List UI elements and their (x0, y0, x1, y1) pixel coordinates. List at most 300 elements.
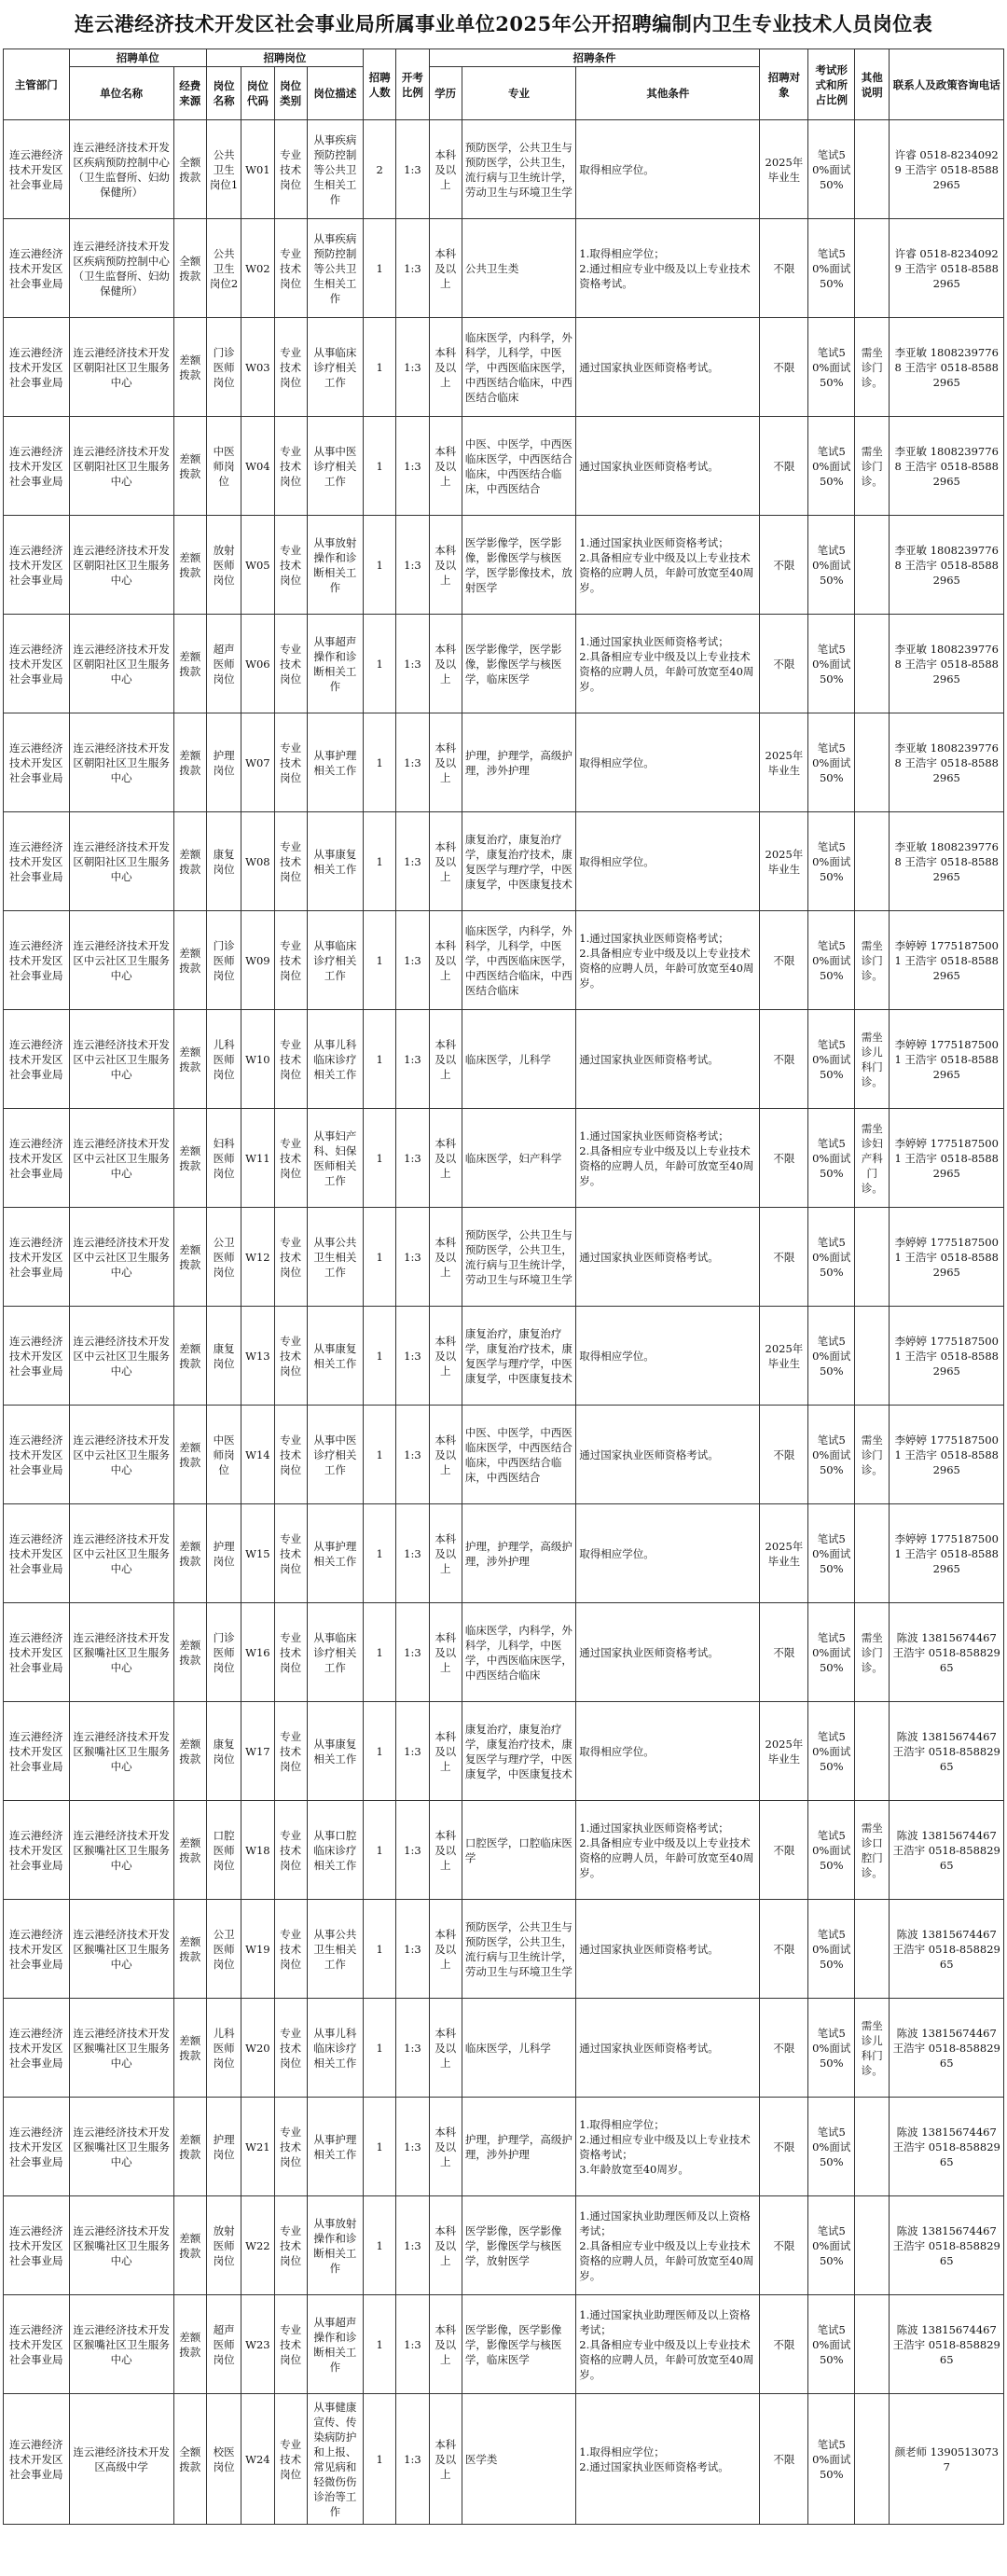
cell-note (855, 812, 890, 911)
header-cond-group: 招聘条件 (429, 49, 760, 67)
cell-edu: 本科及以上 (429, 1702, 462, 1801)
cell-post-type: 专业技术岗位 (274, 2295, 307, 2394)
header-major: 专业 (462, 67, 575, 120)
cell-ratio: 1:3 (396, 1504, 429, 1603)
cell-ratio: 1:3 (396, 1010, 429, 1109)
table-row (4, 1801, 1004, 1900)
cell-post-code: W09 (241, 911, 274, 1010)
cell-count: 1 (363, 1406, 395, 1504)
cell-funding: 差额拨款 (173, 2196, 206, 2295)
cell-unit-name: 连云港经济技术开发区猴嘴社区卫生服务中心 (69, 1702, 173, 1801)
cell-post-type: 专业技术岗位 (274, 713, 307, 812)
cell-major: 临床医学，内科学，外科学，儿科学，中医学，中西医临床医学，中西医结合临床，中西医结合临床 (462, 911, 575, 1010)
cell-target: 不限 (760, 1801, 808, 1900)
cell-other: 1.取得相应学位； 2.通过相应专业中级及以上专业技术资格考试。 (576, 219, 760, 318)
cell-dept: 连云港经济技术开发区社会事业局 (4, 1406, 70, 1504)
cell-post-desc: 从事康复相关工作 (307, 1702, 363, 1801)
cell-exam: 笔试50%面试50% (808, 812, 855, 911)
cell-post-name: 公共卫生岗位2 (206, 219, 241, 318)
cell-funding: 差额拨款 (173, 911, 206, 1010)
header-post-type: 岗位类别 (274, 67, 307, 120)
cell-unit-name: 连云港经济技术开发区朝阳社区卫生服务中心 (69, 713, 173, 812)
cell-post-code: W04 (241, 417, 274, 516)
cell-other: 1.通过国家执业医师资格考试； 2.具备相应专业中级及以上专业技术资格的应聘人员，年龄可放宽至40周岁。 (576, 1109, 760, 1208)
table-row (4, 516, 1004, 615)
cell-contact: 李婷婷 17751875001 王浩宇 0518-85882965 (890, 1406, 1004, 1504)
cell-post-name: 放射医师岗位 (206, 516, 241, 615)
cell-post-code: W19 (241, 1900, 274, 1999)
cell-contact: 李亚敏 18082397768 王浩宇 0518-85882965 (890, 516, 1004, 615)
cell-post-code: W11 (241, 1109, 274, 1208)
cell-edu: 本科及以上 (429, 516, 462, 615)
cell-note: 需坐诊儿科门诊。 (855, 1010, 890, 1109)
cell-exam: 笔试50%面试50% (808, 1702, 855, 1801)
cell-major: 康复治疗，康复治疗学，康复治疗技术，康复医学与理疗学，中医康复学，中医康复技术 (462, 812, 575, 911)
cell-post-desc: 从事中医诊疗相关工作 (307, 1406, 363, 1504)
cell-note: 需坐诊口腔门诊。 (855, 1801, 890, 1900)
cell-funding: 差额拨款 (173, 1010, 206, 1109)
table-row (4, 911, 1004, 1010)
cell-dept: 连云港经济技术开发区社会事业局 (4, 1208, 70, 1307)
cell-post-type: 专业技术岗位 (274, 1603, 307, 1702)
cell-ratio: 1:3 (396, 615, 429, 713)
cell-post-type: 专业技术岗位 (274, 1999, 307, 2098)
cell-exam: 笔试50%面试50% (808, 417, 855, 516)
table-row (4, 1010, 1004, 1109)
cell-funding: 全额拨款 (173, 120, 206, 219)
cell-ratio: 1:3 (396, 219, 429, 318)
header-dept: 主管部门 (4, 49, 70, 120)
cell-major: 预防医学，公共卫生与预防医学，公共卫生，流行病与卫生统计学，劳动卫生与环境卫生学 (462, 120, 575, 219)
cell-unit-name: 连云港经济技术开发区中云社区卫生服务中心 (69, 911, 173, 1010)
cell-exam: 笔试50%面试50% (808, 219, 855, 318)
cell-ratio: 1:3 (396, 2098, 429, 2196)
cell-edu: 本科及以上 (429, 1010, 462, 1109)
cell-post-code: W02 (241, 219, 274, 318)
cell-post-type: 专业技术岗位 (274, 911, 307, 1010)
cell-target: 不限 (760, 219, 808, 318)
cell-funding: 差额拨款 (173, 1900, 206, 1999)
cell-post-code: W23 (241, 2295, 274, 2394)
cell-exam: 笔试50%面试50% (808, 1999, 855, 2098)
cell-post-code: W14 (241, 1406, 274, 1504)
cell-post-desc: 从事口腔临床诊疗相关工作 (307, 1801, 363, 1900)
cell-funding: 差额拨款 (173, 2098, 206, 2196)
cell-note: 需坐诊门诊。 (855, 318, 890, 417)
cell-post-type: 专业技术岗位 (274, 219, 307, 318)
cell-exam: 笔试50%面试50% (808, 2394, 855, 2525)
cell-other: 1.通过国家执业医师资格考试； 2.具备相应专业中级及以上专业技术资格的应聘人员，年龄可放宽至40周岁。 (576, 1801, 760, 1900)
cell-post-desc: 从事儿科临床诊疗相关工作 (307, 1010, 363, 1109)
table-row (4, 1999, 1004, 2098)
header-exam: 考试形式和所占比例 (808, 49, 855, 120)
cell-funding: 差额拨款 (173, 713, 206, 812)
cell-post-code: W20 (241, 1999, 274, 2098)
cell-funding: 差额拨款 (173, 2295, 206, 2394)
cell-target: 2025年毕业生 (760, 812, 808, 911)
cell-post-code: W12 (241, 1208, 274, 1307)
cell-exam: 笔试50%面试50% (808, 713, 855, 812)
cell-count: 1 (363, 219, 395, 318)
cell-note (855, 219, 890, 318)
cell-edu: 本科及以上 (429, 120, 462, 219)
cell-ratio: 1:3 (396, 911, 429, 1010)
table-row (4, 417, 1004, 516)
cell-dept: 连云港经济技术开发区社会事业局 (4, 1999, 70, 2098)
cell-major: 口腔医学，口腔临床医学 (462, 1801, 575, 1900)
cell-major: 护理，护理学，高级护理，涉外护理 (462, 2098, 575, 2196)
cell-post-code: W13 (241, 1307, 274, 1406)
cell-funding: 差额拨款 (173, 1603, 206, 1702)
cell-post-name: 门诊医师岗位 (206, 911, 241, 1010)
header-funding: 经费来源 (173, 67, 206, 120)
cell-other: 1.通过国家执业医师资格考试； 2.具备相应专业中级及以上专业技术资格的应聘人员，年龄可放宽至40周岁。 (576, 516, 760, 615)
cell-target: 不限 (760, 2098, 808, 2196)
cell-other: 通过国家执业医师资格考试。 (576, 1010, 760, 1109)
cell-post-type: 专业技术岗位 (274, 2394, 307, 2525)
cell-other: 取得相应学位。 (576, 1702, 760, 1801)
cell-dept: 连云港经济技术开发区社会事业局 (4, 1109, 70, 1208)
cell-major: 康复治疗，康复治疗学，康复治疗技术，康复医学与理疗学，中医康复学，中医康复技术 (462, 1702, 575, 1801)
table-row (4, 2098, 1004, 2196)
cell-contact: 陈波 13815674467 王浩宇 0518-85882965 (890, 1801, 1004, 1900)
table-row (4, 2295, 1004, 2394)
cell-other: 通过国家执业医师资格考试。 (576, 1603, 760, 1702)
cell-post-name: 中医师岗位 (206, 1406, 241, 1504)
cell-other: 取得相应学位。 (576, 713, 760, 812)
cell-target: 不限 (760, 1900, 808, 1999)
cell-other: 通过国家执业医师资格考试。 (576, 318, 760, 417)
cell-post-code: W22 (241, 2196, 274, 2295)
cell-post-name: 妇科医师岗位 (206, 1109, 241, 1208)
cell-unit-name: 连云港经济技术开发区疾病预防控制中心（卫生监督所、妇幼保健所） (69, 219, 173, 318)
cell-major: 中医、中医学，中西医临床医学，中西医结合临床，中西医结合临床，中西医结合 (462, 1406, 575, 1504)
cell-ratio: 1:3 (396, 812, 429, 911)
cell-edu: 本科及以上 (429, 2196, 462, 2295)
cell-note: 需坐诊门诊。 (855, 417, 890, 516)
cell-post-type: 专业技术岗位 (274, 615, 307, 713)
cell-post-name: 中医师岗位 (206, 417, 241, 516)
cell-post-desc: 从事放射操作和诊断相关工作 (307, 2196, 363, 2295)
cell-exam: 笔试50%面试50% (808, 516, 855, 615)
cell-exam: 笔试50%面试50% (808, 1603, 855, 1702)
cell-post-code: W08 (241, 812, 274, 911)
cell-funding: 差额拨款 (173, 1307, 206, 1406)
cell-ratio: 1:3 (396, 1109, 429, 1208)
cell-major: 医学影像，医学影像学，影像医学与核医学，放射医学 (462, 2196, 575, 2295)
cell-contact: 颜老师 13905130737 (890, 2394, 1004, 2525)
cell-post-desc: 从事康复相关工作 (307, 1307, 363, 1406)
table-row (4, 1603, 1004, 1702)
cell-unit-name: 连云港经济技术开发区朝阳社区卫生服务中心 (69, 417, 173, 516)
cell-dept: 连云港经济技术开发区社会事业局 (4, 1504, 70, 1603)
cell-post-code: W03 (241, 318, 274, 417)
cell-major: 临床医学，儿科学 (462, 1010, 575, 1109)
cell-ratio: 1:3 (396, 1999, 429, 2098)
cell-funding: 差额拨款 (173, 1406, 206, 1504)
cell-target: 不限 (760, 318, 808, 417)
cell-funding: 全额拨款 (173, 2394, 206, 2525)
cell-other: 取得相应学位。 (576, 1307, 760, 1406)
cell-dept: 连云港经济技术开发区社会事业局 (4, 615, 70, 713)
cell-target: 不限 (760, 2196, 808, 2295)
cell-exam: 笔试50%面试50% (808, 1900, 855, 1999)
cell-count: 1 (363, 516, 395, 615)
cell-ratio: 1:3 (396, 2394, 429, 2525)
table-body (4, 120, 1004, 2525)
cell-unit-name: 连云港经济技术开发区疾病预防控制中心（卫生监督所、妇幼保健所） (69, 120, 173, 219)
cell-unit-name: 连云港经济技术开发区猴嘴社区卫生服务中心 (69, 2098, 173, 2196)
cell-note (855, 713, 890, 812)
cell-count: 1 (363, 1109, 395, 1208)
cell-major: 预防医学，公共卫生与预防医学，公共卫生，流行病与卫生统计学，劳动卫生与环境卫生学 (462, 1900, 575, 1999)
cell-post-type: 专业技术岗位 (274, 1702, 307, 1801)
cell-edu: 本科及以上 (429, 417, 462, 516)
cell-count: 2 (363, 120, 395, 219)
cell-post-type: 专业技术岗位 (274, 2098, 307, 2196)
cell-contact: 许睿 0518-82340929 王浩宇 0518-85882965 (890, 120, 1004, 219)
cell-post-type: 专业技术岗位 (274, 1307, 307, 1406)
cell-dept: 连云港经济技术开发区社会事业局 (4, 120, 70, 219)
cell-ratio: 1:3 (396, 1603, 429, 1702)
cell-major: 护理，护理学，高级护理，涉外护理 (462, 713, 575, 812)
cell-exam: 笔试50%面试50% (808, 318, 855, 417)
cell-edu: 本科及以上 (429, 1208, 462, 1307)
cell-other: 取得相应学位。 (576, 812, 760, 911)
cell-unit-name: 连云港经济技术开发区高级中学 (69, 2394, 173, 2525)
header-unit-group: 招聘单位 (69, 49, 206, 67)
cell-major: 医学影像学，医学影像，影像医学与核医学，临床医学 (462, 615, 575, 713)
cell-note (855, 2098, 890, 2196)
cell-other: 1.取得相应学位； 2.通过相应专业中级及以上专业技术资格考试； 3.年龄放宽至40周岁。 (576, 2098, 760, 2196)
cell-post-desc: 从事疾病预防控制等公共卫生相关工作 (307, 120, 363, 219)
header-target: 招聘对象 (760, 49, 808, 120)
cell-target: 不限 (760, 1208, 808, 1307)
cell-contact: 李婷婷 17751875001 王浩宇 0518-85882965 (890, 1109, 1004, 1208)
header-contact: 联系人及政策咨询电话 (890, 49, 1004, 120)
cell-edu: 本科及以上 (429, 713, 462, 812)
table-row (4, 120, 1004, 219)
cell-funding: 差额拨款 (173, 812, 206, 911)
cell-unit-name: 连云港经济技术开发区朝阳社区卫生服务中心 (69, 812, 173, 911)
cell-count: 1 (363, 615, 395, 713)
cell-ratio: 1:3 (396, 516, 429, 615)
cell-count: 1 (363, 417, 395, 516)
cell-exam: 笔试50%面试50% (808, 2196, 855, 2295)
cell-contact: 陈波 13815674467 王浩宇 0518-85882965 (890, 2098, 1004, 2196)
cell-count: 1 (363, 1208, 395, 1307)
cell-unit-name: 连云港经济技术开发区猴嘴社区卫生服务中心 (69, 2295, 173, 2394)
cell-exam: 笔试50%面试50% (808, 1406, 855, 1504)
cell-major: 预防医学，公共卫生与预防医学，公共卫生，流行病与卫生统计学，劳动卫生与环境卫生学 (462, 1208, 575, 1307)
cell-post-desc: 从事超声操作和诊断相关工作 (307, 2295, 363, 2394)
table-row (4, 1504, 1004, 1603)
header-edu: 学历 (429, 67, 462, 120)
table-row (4, 1900, 1004, 1999)
cell-unit-name: 连云港经济技术开发区朝阳社区卫生服务中心 (69, 318, 173, 417)
cell-edu: 本科及以上 (429, 2295, 462, 2394)
header-post-desc: 岗位描述 (307, 67, 363, 120)
cell-post-code: W21 (241, 2098, 274, 2196)
cell-major: 公共卫生类 (462, 219, 575, 318)
cell-exam: 笔试50%面试50% (808, 911, 855, 1010)
cell-exam: 笔试50%面试50% (808, 1109, 855, 1208)
cell-post-type: 专业技术岗位 (274, 1010, 307, 1109)
cell-dept: 连云港经济技术开发区社会事业局 (4, 1603, 70, 1702)
cell-contact: 陈波 13815674467 王浩宇 0518-85882965 (890, 1702, 1004, 1801)
cell-post-type: 专业技术岗位 (274, 1208, 307, 1307)
cell-target: 不限 (760, 1010, 808, 1109)
cell-post-code: W18 (241, 1801, 274, 1900)
cell-post-name: 康复岗位 (206, 1307, 241, 1406)
cell-other: 1.通过国家执业助理医师及以上资格考试； 2.具备相应专业中级及以上专业技术资格的应聘人员，年龄可放宽至40周岁。 (576, 2196, 760, 2295)
cell-ratio: 1:3 (396, 2196, 429, 2295)
cell-edu: 本科及以上 (429, 318, 462, 417)
cell-contact: 陈波 13815674467 王浩宇 0518-85882965 (890, 2295, 1004, 2394)
cell-note (855, 120, 890, 219)
cell-post-type: 专业技术岗位 (274, 318, 307, 417)
cell-post-name: 公卫医师岗位 (206, 1208, 241, 1307)
cell-funding: 差额拨款 (173, 1801, 206, 1900)
cell-ratio: 1:3 (396, 1702, 429, 1801)
cell-note: 需坐诊门诊。 (855, 911, 890, 1010)
cell-post-type: 专业技术岗位 (274, 1109, 307, 1208)
table-row (4, 1307, 1004, 1406)
cell-post-desc: 从事超声操作和诊断相关工作 (307, 615, 363, 713)
cell-post-type: 专业技术岗位 (274, 120, 307, 219)
cell-dept: 连云港经济技术开发区社会事业局 (4, 2098, 70, 2196)
cell-count: 1 (363, 318, 395, 417)
cell-exam: 笔试50%面试50% (808, 1208, 855, 1307)
cell-count: 1 (363, 2394, 395, 2525)
cell-exam: 笔试50%面试50% (808, 615, 855, 713)
cell-post-name: 公卫医师岗位 (206, 1900, 241, 1999)
cell-target: 2025年毕业生 (760, 1702, 808, 1801)
cell-unit-name: 连云港经济技术开发区中云社区卫生服务中心 (69, 1307, 173, 1406)
cell-target: 不限 (760, 1109, 808, 1208)
cell-major: 临床医学，内科学，外科学，儿科学，中医学，中西医临床医学，中西医结合临床，中西医结合临床 (462, 318, 575, 417)
cell-note (855, 1900, 890, 1999)
cell-post-desc: 从事中医诊疗相关工作 (307, 417, 363, 516)
cell-post-desc: 从事护理相关工作 (307, 713, 363, 812)
cell-contact: 李亚敏 18082397768 王浩宇 0518-85882965 (890, 812, 1004, 911)
cell-post-type: 专业技术岗位 (274, 2196, 307, 2295)
cell-contact: 许睿 0518-82340929 王浩宇 0518-85882965 (890, 219, 1004, 318)
header-ratio: 开考比例 (396, 49, 429, 120)
cell-ratio: 1:3 (396, 1307, 429, 1406)
cell-post-name: 公共卫生岗位1 (206, 120, 241, 219)
cell-other: 1.通过国家执业医师资格考试； 2.具备相应专业中级及以上专业技术资格的应聘人员，年龄可放宽至40周岁。 (576, 911, 760, 1010)
cell-post-code: W06 (241, 615, 274, 713)
cell-major: 护理，护理学，高级护理，涉外护理 (462, 1504, 575, 1603)
cell-edu: 本科及以上 (429, 219, 462, 318)
cell-post-code: W07 (241, 713, 274, 812)
cell-post-code: W01 (241, 120, 274, 219)
cell-dept: 连云港经济技术开发区社会事业局 (4, 812, 70, 911)
cell-ratio: 1:3 (396, 1900, 429, 1999)
cell-count: 1 (363, 2295, 395, 2394)
cell-edu: 本科及以上 (429, 1109, 462, 1208)
header-count: 招聘人数 (363, 49, 395, 120)
cell-note: 需坐诊门诊。 (855, 1406, 890, 1504)
cell-dept: 连云港经济技术开发区社会事业局 (4, 417, 70, 516)
cell-post-name: 护理岗位 (206, 713, 241, 812)
cell-note (855, 2196, 890, 2295)
cell-ratio: 1:3 (396, 713, 429, 812)
cell-post-name: 康复岗位 (206, 1702, 241, 1801)
cell-contact: 李亚敏 18082397768 王浩宇 0518-85882965 (890, 417, 1004, 516)
cell-edu: 本科及以上 (429, 1307, 462, 1406)
cell-major: 临床医学，妇产科学 (462, 1109, 575, 1208)
cell-contact: 陈波 13815674467 王浩宇 0518-85882965 (890, 2196, 1004, 2295)
cell-target: 不限 (760, 2295, 808, 2394)
table-row (4, 1702, 1004, 1801)
cell-major: 康复治疗，康复治疗学，康复治疗技术，康复医学与理疗学，中医康复学，中医康复技术 (462, 1307, 575, 1406)
positions-table (3, 48, 1004, 2525)
cell-note (855, 2394, 890, 2525)
header-unit-name: 单位名称 (69, 67, 173, 120)
cell-other: 通过国家执业医师资格考试。 (576, 1999, 760, 2098)
cell-count: 1 (363, 1603, 395, 1702)
cell-post-code: W17 (241, 1702, 274, 1801)
cell-major: 临床医学，内科学，外科学，儿科学，中医学，中西医临床医学，中西医结合临床 (462, 1603, 575, 1702)
cell-target: 不限 (760, 2394, 808, 2525)
cell-edu: 本科及以上 (429, 2098, 462, 2196)
cell-dept: 连云港经济技术开发区社会事业局 (4, 1010, 70, 1109)
cell-edu: 本科及以上 (429, 812, 462, 911)
cell-note: 需坐诊门诊。 (855, 1603, 890, 1702)
cell-funding: 全额拨款 (173, 219, 206, 318)
cell-funding: 差额拨款 (173, 318, 206, 417)
cell-contact: 李婷婷 17751875001 王浩宇 0518-85882965 (890, 1504, 1004, 1603)
cell-other: 通过国家执业医师资格考试。 (576, 1208, 760, 1307)
cell-other: 取得相应学位。 (576, 120, 760, 219)
cell-major: 医学影像，医学影像学，影像医学与核医学，临床医学 (462, 2295, 575, 2394)
cell-note: 需坐诊儿科门诊。 (855, 1999, 890, 2098)
cell-unit-name: 连云港经济技术开发区猴嘴社区卫生服务中心 (69, 2196, 173, 2295)
cell-funding: 差额拨款 (173, 1504, 206, 1603)
cell-post-name: 门诊医师岗位 (206, 318, 241, 417)
table-row (4, 1406, 1004, 1504)
cell-post-desc: 从事儿科临床诊疗相关工作 (307, 1999, 363, 2098)
cell-exam: 笔试50%面试50% (808, 1504, 855, 1603)
cell-post-code: W24 (241, 2394, 274, 2525)
cell-unit-name: 连云港经济技术开发区中云社区卫生服务中心 (69, 1406, 173, 1504)
cell-unit-name: 连云港经济技术开发区猴嘴社区卫生服务中心 (69, 1900, 173, 1999)
cell-edu: 本科及以上 (429, 1999, 462, 2098)
cell-post-desc: 从事护理相关工作 (307, 2098, 363, 2196)
cell-unit-name: 连云港经济技术开发区猴嘴社区卫生服务中心 (69, 1801, 173, 1900)
cell-edu: 本科及以上 (429, 1801, 462, 1900)
cell-note: 需坐诊妇产科门诊。 (855, 1109, 890, 1208)
cell-unit-name: 连云港经济技术开发区猴嘴社区卫生服务中心 (69, 1603, 173, 1702)
cell-post-code: W05 (241, 516, 274, 615)
cell-major: 中医、中医学，中西医临床医学，中西医结合临床，中西医结合临床，中西医结合 (462, 417, 575, 516)
cell-post-name: 口腔医师岗位 (206, 1801, 241, 1900)
cell-target: 2025年毕业生 (760, 713, 808, 812)
cell-post-code: W15 (241, 1504, 274, 1603)
cell-contact: 李亚敏 18082397768 王浩宇 0518-85882965 (890, 318, 1004, 417)
cell-exam: 笔试50%面试50% (808, 1801, 855, 1900)
cell-contact: 李婷婷 17751875001 王浩宇 0518-85882965 (890, 1010, 1004, 1109)
cell-target: 不限 (760, 1406, 808, 1504)
cell-unit-name: 连云港经济技术开发区朝阳社区卫生服务中心 (69, 516, 173, 615)
cell-count: 1 (363, 2098, 395, 2196)
cell-count: 1 (363, 1307, 395, 1406)
cell-post-desc: 从事放射操作和诊断相关工作 (307, 516, 363, 615)
cell-contact: 李婷婷 17751875001 王浩宇 0518-85882965 (890, 911, 1004, 1010)
cell-count: 1 (363, 713, 395, 812)
